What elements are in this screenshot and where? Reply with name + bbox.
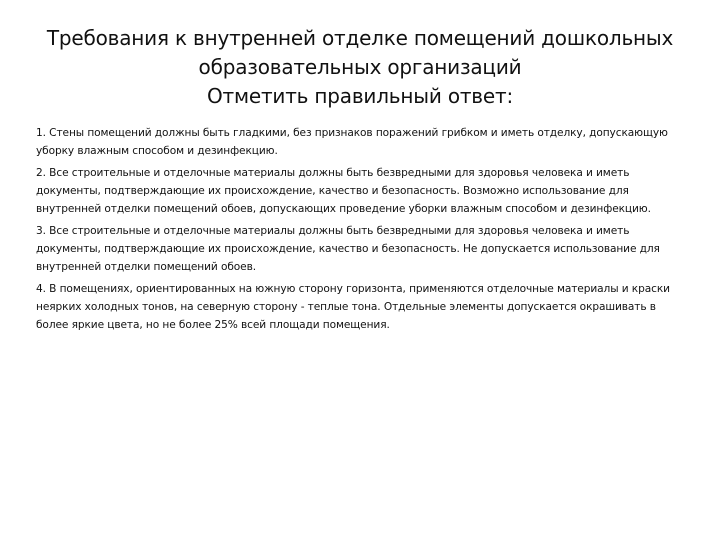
answer-option-4[interactable]: 4. В помещениях, ориентированных на южную сторону горизонта, применяются отделочные материалы и краски неярких холодных тонов, на северную сторону - теплые тона. Отдельные элементы допускается окрашивать в более яркие цвета, но не более 25% всей площади помещения. bbox=[36, 283, 670, 331]
answer-option-2[interactable]: 2. Все строительные и отделочные материалы должны быть безвредными для здоровья человека и иметь документы, подтверждающие их происхождение, качество и безопасность. Возможно использование для внутренней отделки помещений обоев, допускающих проведение уборки влажным способом и дезинфекцию. bbox=[36, 167, 651, 215]
answer-option-1[interactable]: 1. Стены помещений должны быть гладкими, без признаков поражений грибком и иметь отделку, допускающую уборку влажным способом и дезинфекцию. bbox=[36, 127, 668, 157]
title-line-1: Требования к внутренней отделке помещений дошкольных bbox=[46, 26, 674, 50]
title-line-2: образовательных организаций bbox=[198, 55, 522, 79]
title-line-3: Отметить правильный ответ: bbox=[206, 84, 513, 108]
answer-options bbox=[36, 124, 686, 338]
answer-option-3[interactable]: 3. Все строительные и отделочные материалы должны быть безвредными для здоровья человека и иметь документы, подтверждающие их происхождение, качество и безопасность. Не допускается использование для внутренней отделки помещений обоев. bbox=[36, 225, 660, 273]
slide-title bbox=[20, 24, 700, 111]
